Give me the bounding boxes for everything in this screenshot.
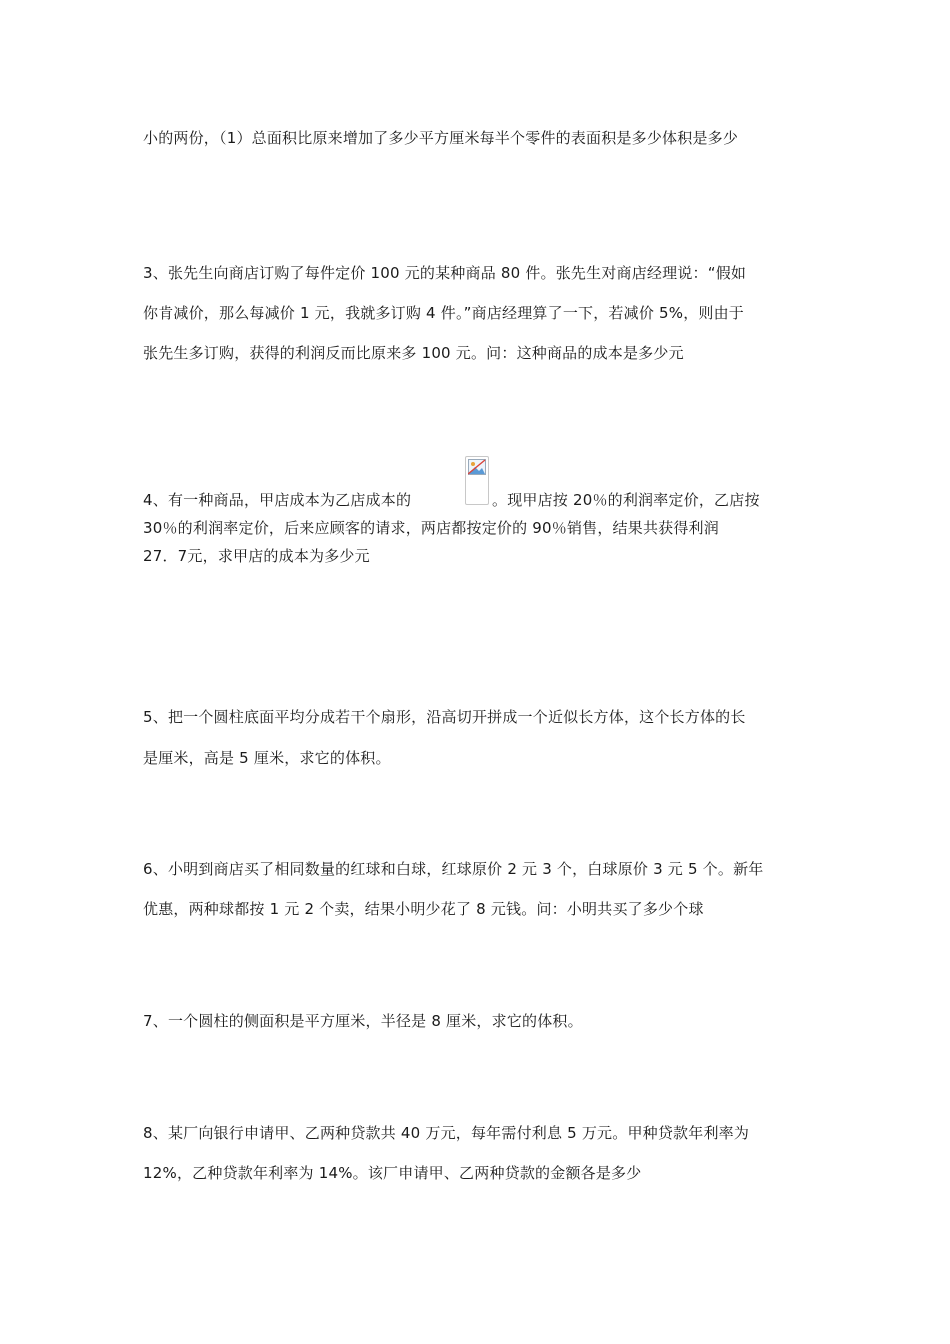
- broken-image-icon: [465, 456, 489, 505]
- question-7-line-1: 7、一个圆柱的侧面积是平方厘米，半径是 8 厘米，求它的体积。: [143, 1012, 583, 1030]
- question-3-line-2: 你肯减价，那么每减价 1 元，我就多订购 4 件。”商店经理算了一下，若减价 5%，则由于: [143, 304, 744, 322]
- text-line: 小的两份，（1）总面积比原来增加了多少平方厘米每半个零件的表面积是多少体积是多少: [143, 129, 739, 147]
- question-8-line-2: 12%，乙种贷款年利率为 14%。该厂申请甲、乙两种贷款的金额各是多少: [143, 1164, 642, 1182]
- question-4-line-1b: 。现甲店按 20％的利润率定价，乙店按: [492, 491, 760, 509]
- question-6-line-2: 优惠，两种球都按 1 元 2 个卖，结果小明少花了 8 元钱。问：小明共买了多少个球: [143, 900, 704, 918]
- question-5-line-1: 5、把一个圆柱底面平均分成若干个扇形，沿高切开拼成一个近似长方体，这个长方体的长: [143, 708, 746, 726]
- question-3-line-3: 张先生多订购，获得的利润反而比原来多 100 元。问：这种商品的成本是多少元: [143, 344, 684, 362]
- question-4-line-1a: 4、有一种商品，甲店成本为乙店成本的: [143, 491, 412, 509]
- question-3-line-1: 3、张先生向商店订购了每件定价 100 元的某种商品 80 件。张先生对商店经理说：“假如: [143, 264, 747, 282]
- question-4-line-3: 27．7元，求甲店的成本为多少元: [143, 547, 370, 565]
- question-8-line-1: 8、某厂向银行申请甲、乙两种贷款共 40 万元，每年需付利息 5 万元。甲种贷款年利率为: [143, 1124, 750, 1142]
- question-5-line-2: 是厘米，高是 5 厘米，求它的体积。: [143, 749, 391, 767]
- question-6-line-1: 6、小明到商店买了相同数量的红球和白球，红球原价 2 元 3 个，白球原价 3 元 5 个。新年: [143, 860, 764, 878]
- question-4-line-2: 30％的利润率定价，后来应顾客的请求，两店都按定价的 90％销售，结果共获得利润: [143, 519, 719, 537]
